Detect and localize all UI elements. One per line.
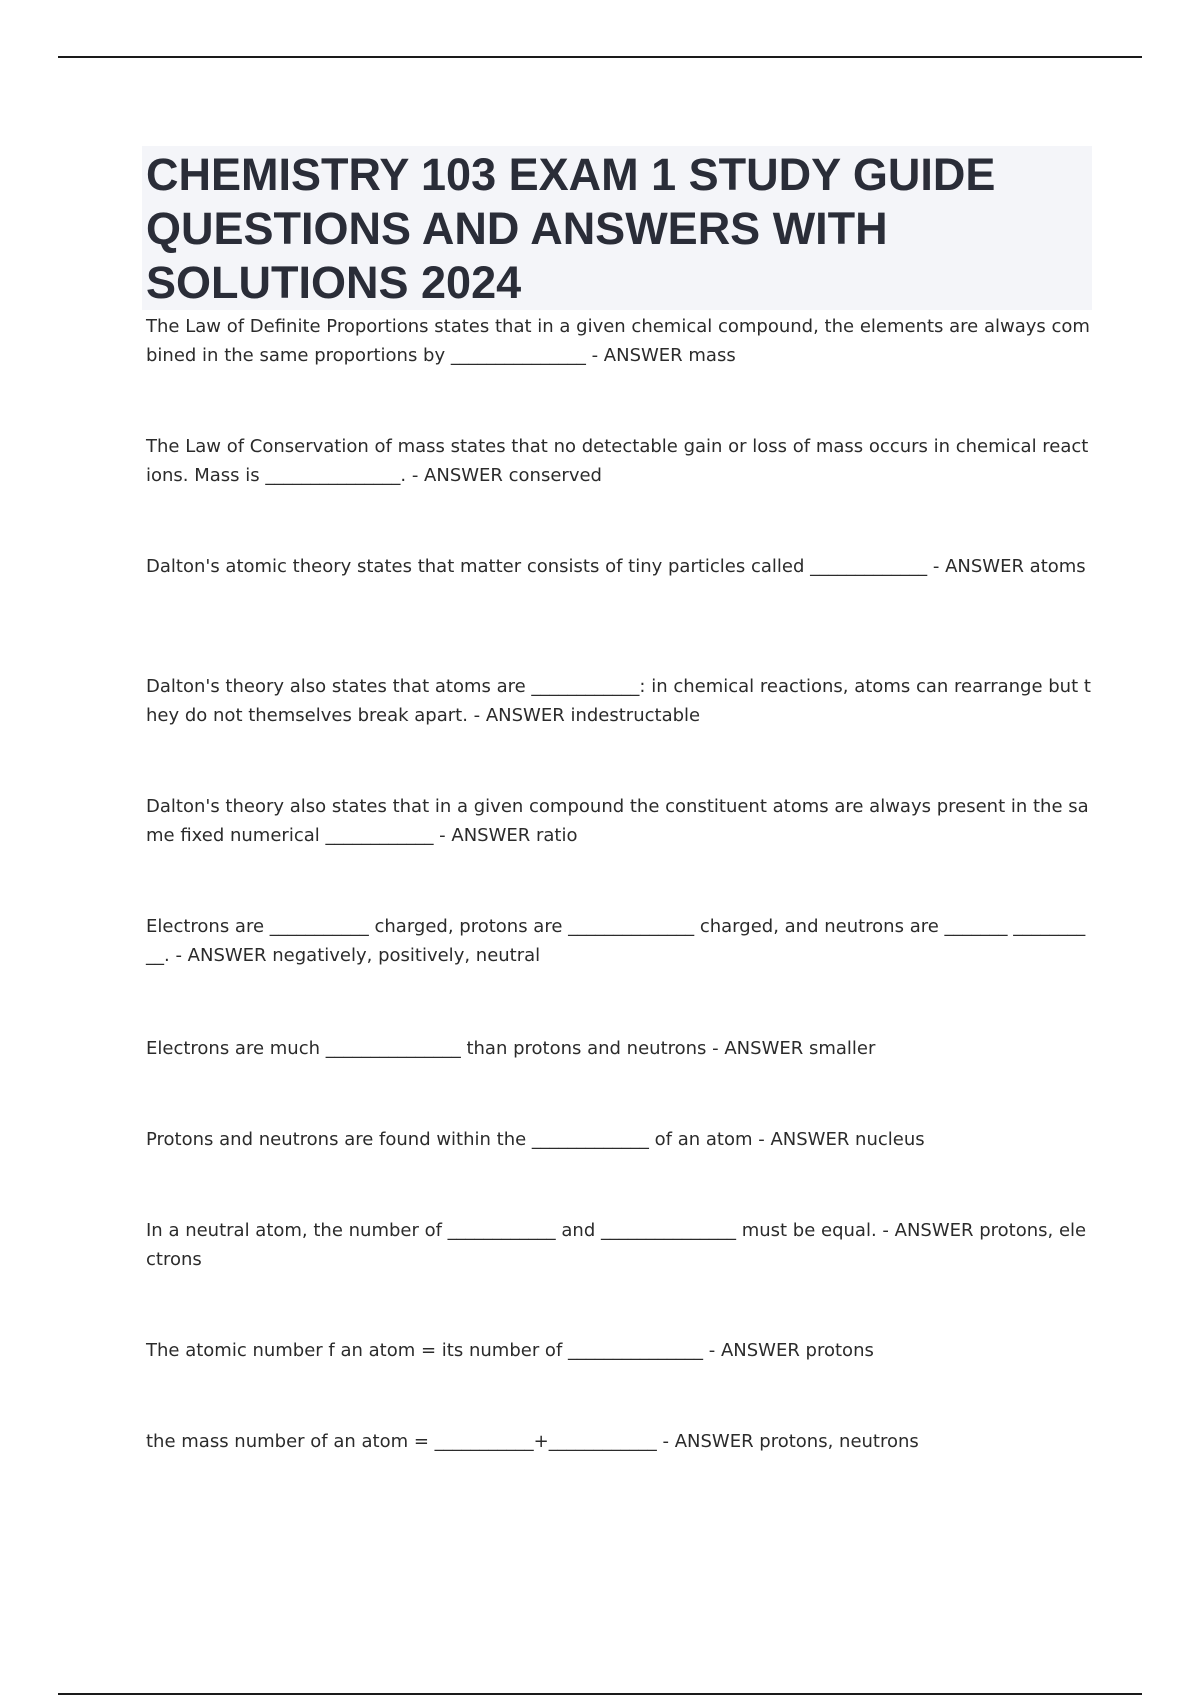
question-item: The Law of Definite Proportions states that in a given chemical compound, the elements are always combined in the same proportions by _______________ - ANSWER mass — [146, 316, 1090, 366]
question-item: The Law of Conservation of mass states that no detectable gain or loss of mass occurs in chemical reactions. Mass is _______________. - ANSWER conserved — [146, 436, 1089, 486]
bottom-divider — [58, 1693, 1142, 1695]
top-divider — [58, 56, 1142, 58]
question-item: The atomic number f an atom = its number of _______________ - ANSWER protons — [146, 1340, 874, 1361]
question-item: Dalton's theory also states that in a given compound the constituent atoms are always present in the same fixed numerical ____________ - ANSWER ratio — [146, 796, 1089, 846]
question-item: Dalton's atomic theory states that matter consists of tiny particles called _____________ - ANSWER atoms — [146, 556, 1086, 577]
document-title: CHEMISTRY 103 EXAM 1 STUDY GUIDE QUESTIONS AND ANSWERS WITH SOLUTIONS 2024 — [146, 149, 996, 308]
question-item: In a neutral atom, the number of ____________ and _______________ must be equal. - ANSWER protons, electrons — [146, 1220, 1087, 1270]
question-item: Dalton's theory also states that atoms are ____________: in chemical reactions, atoms can rearrange but they do not themselves break apart. - ANSWER indestructable — [146, 676, 1091, 726]
question-item: the mass number of an atom = ___________+____________ - ANSWER protons, neutrons — [146, 1431, 919, 1452]
question-item: Protons and neutrons are found within the _____________ of an atom - ANSWER nucleus — [146, 1129, 925, 1150]
question-item: Electrons are much _______________ than protons and neutrons - ANSWER smaller — [146, 1038, 876, 1059]
question-item: Electrons are ___________ charged, protons are ______________ charged, and neutrons are _______ __________. - ANSWER negatively, positively, neutral — [146, 916, 1086, 966]
